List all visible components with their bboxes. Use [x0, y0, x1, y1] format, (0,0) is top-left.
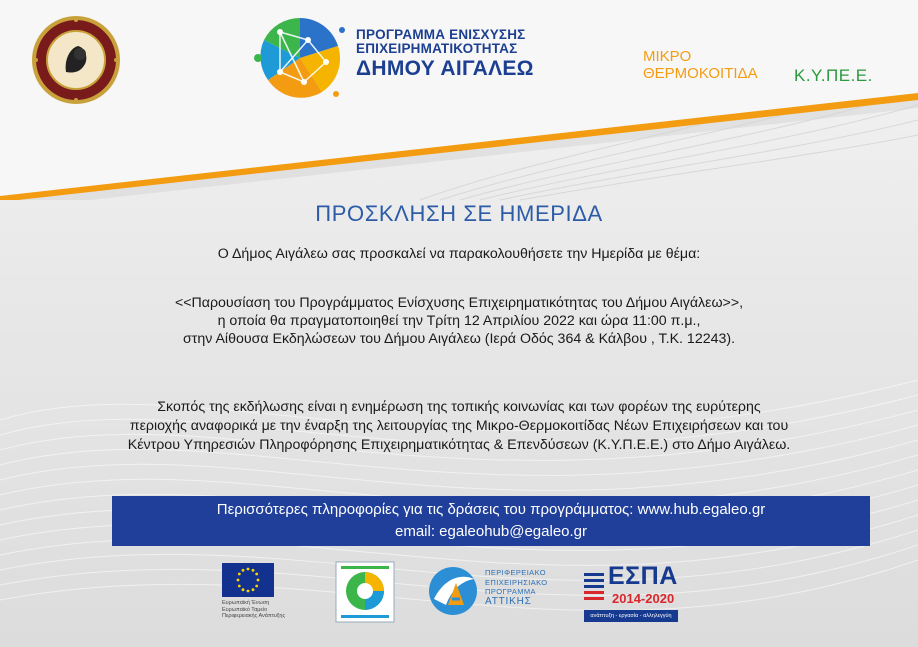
attica-line3: ΠΡΟΓΡΑΜΜΑ	[485, 587, 536, 596]
attica-line2: ΕΠΙΧΕΙΡΗΣΙΑΚΟ	[485, 577, 548, 587]
espa-logo-word: ΕΣΠΑ	[608, 562, 678, 590]
intro-text	[0, 245, 918, 263]
kype-label: Κ.Υ.ΠΕ.Ε.	[794, 66, 873, 85]
page-title: ΠΡΟΣΚΛΗΣΗ ΣΕ ΗΜΕΡΙΔΑ	[315, 201, 603, 226]
eu-caption-line2: Ευρωπαϊκό Ταμείο	[222, 606, 268, 613]
more-info-email[interactable]: email: egaleohub@egaleo.gr	[394, 523, 588, 540]
attica-line4: ΑΤΤΙΚΗΣ	[485, 595, 532, 607]
topic-line2: η οποία θα πραγματοποιηθεί την Τρίτη 12 Απριλίου 2022 και ώρα 11:00 π.μ.,	[217, 313, 701, 329]
intro-line: Ο Δήμος Αιγάλεω σας προσκαλεί να παρακολουθήσετε την Ημερίδα με θέμα:	[217, 246, 701, 262]
purpose-line2: περιοχής αναφορικά με την έναρξη της λειτουργίας της Μικρο-Θερμοκοιτίδας Νέων Επιχειρήσεων και του	[129, 418, 789, 434]
topic-line3: στην Αίθουσα Εκδηλώσεων του Δήμου Αιγάλεω (Ιερά Οδός 364 & Κάλβου , Τ.Κ. 12243).	[182, 331, 736, 347]
eu-caption	[222, 600, 294, 620]
eu-flag-icon	[222, 563, 274, 597]
mikro-line2: ΘΕΡΜΟΚΟΙΤΙΔΑ	[643, 65, 758, 83]
program-title-line1: ΠΡΟΓΡΑΜΜΑ ΕΝΙΣΧΥΣΗΣ	[356, 27, 526, 42]
eu-caption-line1: Ευρωπαϊκή Ένωση	[222, 600, 270, 606]
program-title-line2: ΕΠΙΧΕΙΡΗΜΑΤΙΚΟΤΗΤΑΣ	[356, 41, 518, 57]
attica-region-caption	[485, 568, 548, 606]
purpose-line1: Σκοπός της εκδήλωσης είναι η ενημέρωση της τοπικής κοινωνίας και των φορέων της ευρύτερης	[157, 399, 761, 415]
more-info-website[interactable]: Περισσότερες πληροφορίες για τις δράσεις του προγράμματος: www.hub.egaleo.gr	[216, 501, 766, 518]
purpose-paragraph	[0, 398, 918, 455]
topic-paragraph	[0, 294, 918, 348]
program-network-logo-icon	[250, 10, 350, 106]
attica-line1: ΠΕΡΙΦΕΡΕΙΑΚΟ	[485, 568, 546, 577]
attica-region-logo-icon	[426, 565, 480, 617]
eu-caption-line3: Περιφερειακής Ανάπτυξης	[222, 613, 286, 619]
topic-line1: <<Παρουσίαση του Προγράμματος Ενίσχυσης Επιχειρηματικότητας του Δήμου Αιγάλεω>>,	[174, 295, 744, 311]
espa-tagline: ανάπτυξη - εργασία - αλληλεγγύη	[584, 610, 678, 622]
program-title-line3: ΔΗΜΟΥ ΑΙΓΑΛΕΩ	[356, 57, 534, 81]
kep-logo-icon	[335, 561, 395, 623]
more-info-bar	[112, 496, 870, 546]
micro-incubator-label	[643, 48, 758, 83]
mikro-line1: ΜΙΚΡΟ	[643, 48, 692, 65]
municipality-seal-icon	[30, 14, 122, 106]
purpose-line3: Κέντρου Υπηρεσιών Πληροφόρησης Επιχειρηματικότητας & Επενδύσεων (Κ.Υ.Π.Ε.Ε.) στο Δήμο Αιγάλεω.	[127, 437, 791, 453]
program-title	[356, 28, 534, 80]
espa-years: 2014-2020	[612, 591, 675, 606]
